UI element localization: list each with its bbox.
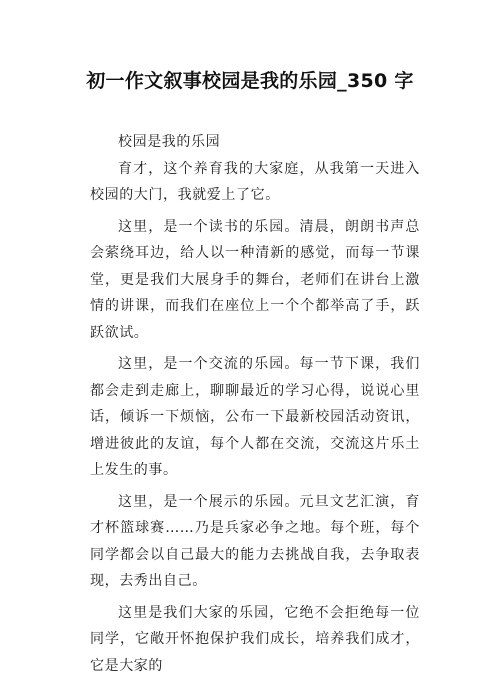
paragraph: 这里，是一个读书的乐园。清晨，朗朗书声总会萦绕耳边，给人以一种清新的感觉，而每一节课堂，更是我们大展身手的舞台，老师们在讲台上激情的讲课，而我们在座位上一个个都举高了手，跃跃欲试。 [90, 218, 420, 341]
paragraph: 这里是我们大家的乐园，它绝不会拒绝每一位同学，它敞开怀抱保护我们成长，培养我们成才，它是大家的 [90, 604, 420, 674]
paragraph: 育才，这个养育我的大家庭，从我第一天进入校园的大门，我就爱上了它。 [90, 160, 420, 203]
article-body [90, 129, 420, 684]
article-heading: 校园是我的乐园 [118, 134, 221, 150]
document-title: 初一作文叙事校园是我的乐园_350 字 [86, 70, 414, 92]
paragraph: 这里，是一个交流的乐园。每一节下课，我们都会走到走廊上，聊聊最近的学习心得，说说心里话，倾诉一下烦恼，公布一下最新校园活动资讯，增进彼此的友谊，每个人都在交流，交流这片乐土上发生的事。 [90, 356, 420, 478]
paragraph: 这里，是一个展示的乐园。元旦文艺汇演，育才杯篮球赛……乃是兵家必争之地。每个班，每个同学都会以自己最大的能力去挑战自我，去争取表现，去秀出自己。 [90, 493, 420, 589]
